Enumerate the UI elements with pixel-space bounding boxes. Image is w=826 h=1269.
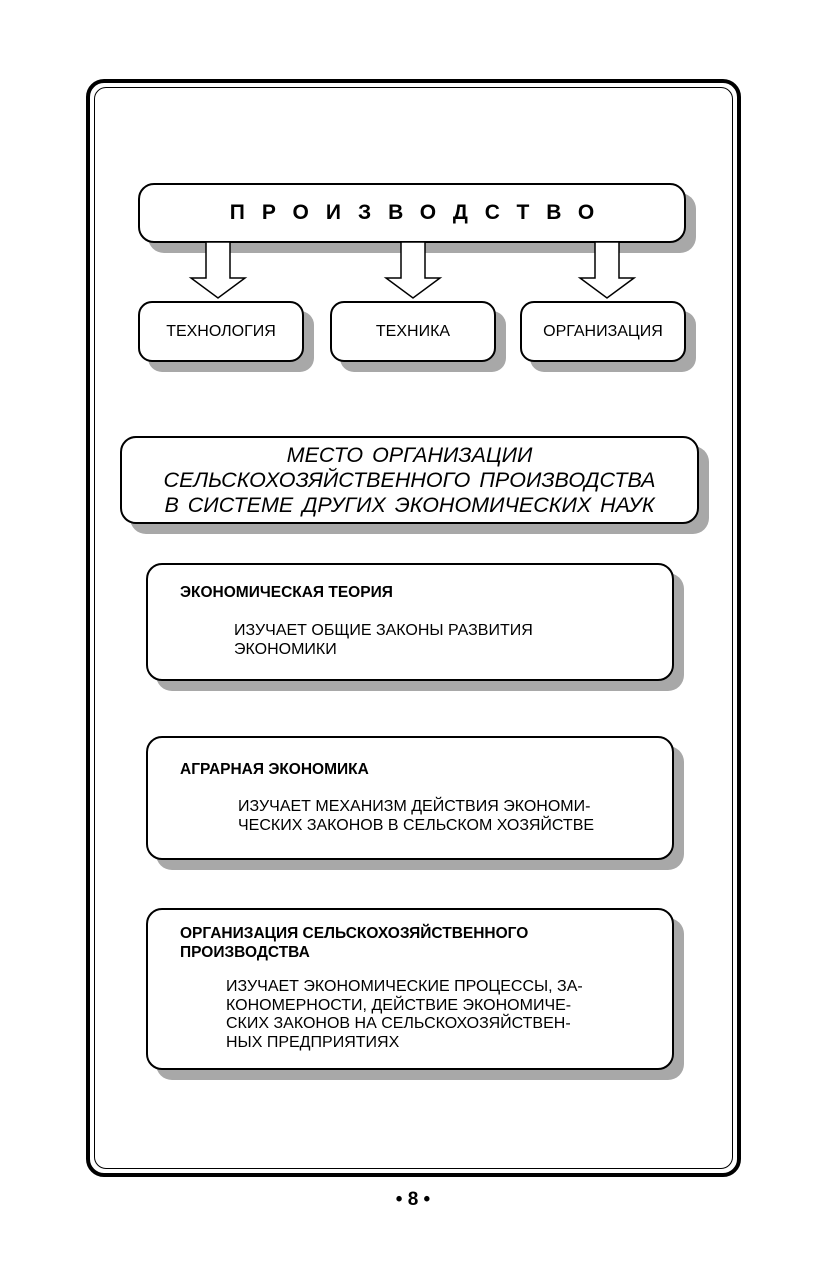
organization-box [520,301,686,362]
place-heading-line: СЕЛЬСКОХОЗЯЙСТВЕННОГО ПРОИЗВОДСТВА [163,467,656,492]
science-description [238,798,658,835]
description-line: ЭКОНОМИКИ [234,640,337,658]
description-line: ИЗУЧАЕТ ЭКОНОМИЧЕСКИЕ ПРОЦЕССЫ, ЗА- [226,978,583,995]
place-heading-line: МЕСТО ОРГАНИЗАЦИИ [286,442,533,467]
technology-label: ТЕХНОЛОГИЯ [166,322,276,340]
description-line: КОНОМЕРНОСТИ, ДЕЙСТВИЕ ЭКОНОМИЧЕ- [226,996,572,1014]
down-arrow-icon [188,242,248,300]
description-line: ИЗУЧАЕТ МЕХАНИЗМ ДЕЙСТВИЯ ЭКОНОМИ- [238,798,591,815]
description-line: ЧЕСКИХ ЗАКОНОВ В СЕЛЬСКОМ ХОЗЯЙСТВЕ [238,816,595,834]
equipment-label: ТЕХНИКА [375,322,451,340]
science-title: ЭКОНОМИЧЕСКАЯ ТЕОРИЯ [180,584,393,601]
description-line: НЫХ ПРЕДПРИЯТИЯХ [226,1033,400,1051]
description-line: СКИХ ЗАКОНОВ НА СЕЛЬСКОХОЗЯЙСТВЕН- [226,1015,571,1032]
science-title-line: ОРГАНИЗАЦИЯ СЕЛЬСКОХОЗЯЙСТВЕННОГО [180,925,529,942]
technology-box [138,301,304,362]
science-title: АГРАРНАЯ ЭКОНОМИКА [180,761,369,778]
place-heading-line: В СИСТЕМЕ ДРУГИХ ЭКОНОМИЧЕСКИХ НАУК [164,492,655,517]
science-box-farm-organization [146,908,674,1070]
production-title-box [138,183,686,243]
down-arrow-icon [577,242,637,300]
page-number: • 8 • [395,1189,431,1210]
science-title-line: ПРОИЗВОДСТВА [180,944,310,961]
science-box-agrarian-economics [146,736,674,860]
science-description [226,978,638,1052]
science-description [234,622,594,659]
down-arrow-icon [383,242,443,300]
equipment-box [330,301,496,362]
organization-label: ОРГАНИЗАЦИЯ [543,322,663,340]
description-line: ИЗУЧАЕТ ОБЩИЕ ЗАКОНЫ РАЗВИТИЯ [234,622,533,639]
production-title: ПРОИЗВОДСТВО [229,201,612,224]
science-title [180,924,620,962]
science-box-economic-theory [146,563,674,681]
place-heading-box [120,436,699,524]
